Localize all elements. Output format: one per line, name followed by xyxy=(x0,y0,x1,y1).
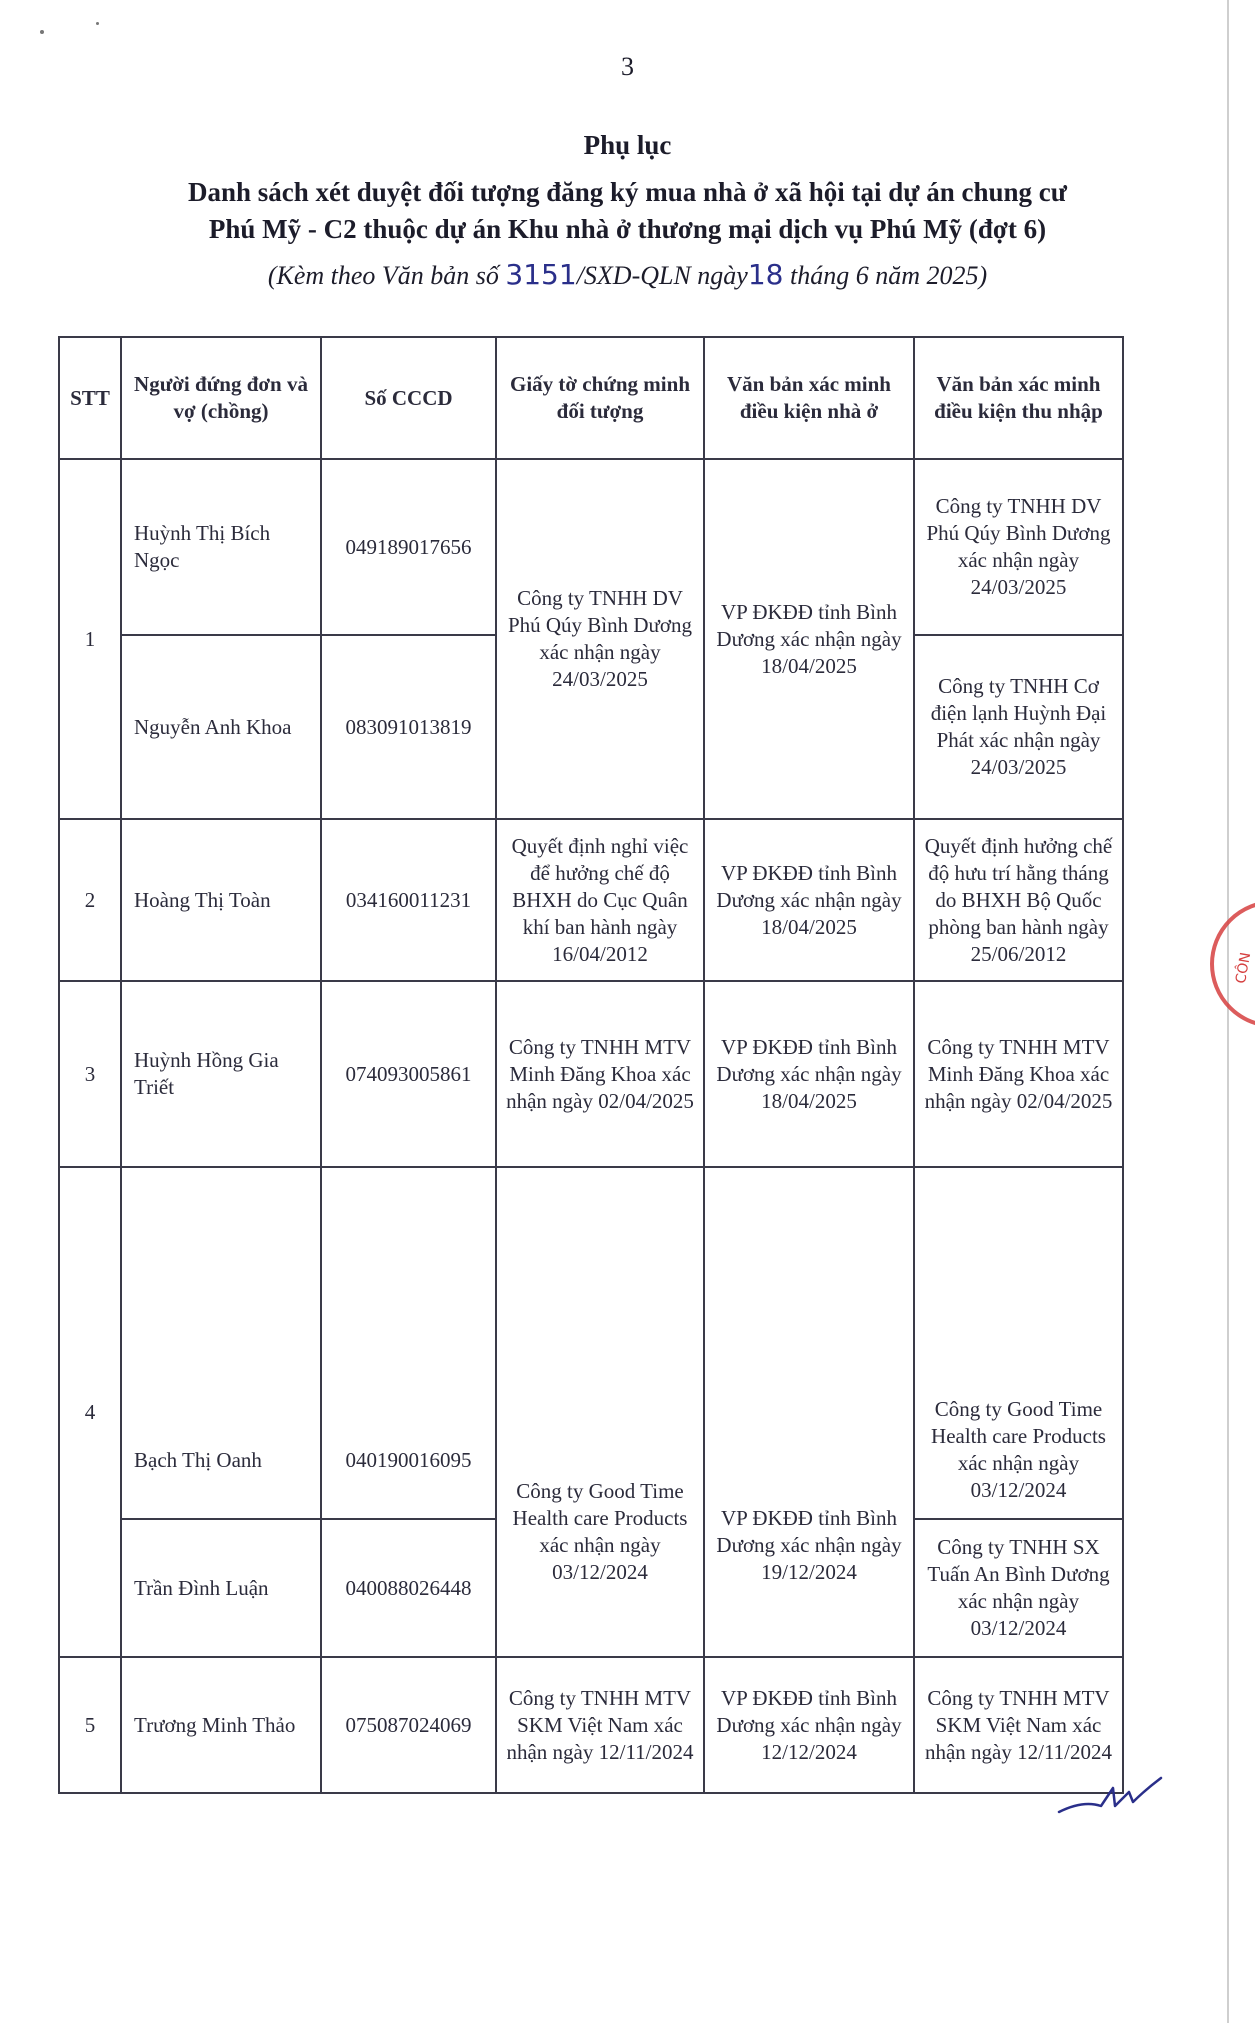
cell-income: Công ty TNHH SX Tuấn An Bình Dương xác nhận ngày 03/12/2024 xyxy=(914,1519,1123,1657)
cell-housing: VP ĐKĐĐ tỉnh Bình Dương xác nhận ngày 19/12/2024 xyxy=(704,1167,914,1657)
subtitle-suffix: tháng 6 năm 2025) xyxy=(783,261,988,290)
cell-income: Công ty TNHH MTV Minh Đăng Khoa xác nhận ngày 02/04/2025 xyxy=(914,981,1123,1167)
handwritten-day: 18 xyxy=(747,258,784,291)
cell-id: 049189017656 xyxy=(321,459,496,635)
cell-stt: 2 xyxy=(59,819,121,981)
header-income: Văn bản xác minh điều kiện thu nhập xyxy=(914,337,1123,459)
initials-signature xyxy=(1055,1772,1165,1822)
page-number: 3 xyxy=(621,52,634,81)
cell-name: Huỳnh Hồng Gia Triết xyxy=(121,981,321,1167)
cell-stt: 4 xyxy=(59,1167,121,1657)
header-proof: Giấy tờ chứng minh đối tượng xyxy=(496,337,704,459)
cell-id: 040088026448 xyxy=(321,1519,496,1657)
cell-stt: 3 xyxy=(59,981,121,1167)
cell-income: Công ty TNHH MTV SKM Việt Nam xác nhận ngày 12/11/2024 xyxy=(914,1657,1123,1793)
cell-id: 075087024069 xyxy=(321,1657,496,1793)
applicant-table xyxy=(58,336,1124,1794)
table-row xyxy=(59,1167,1123,1519)
title-line-1: Danh sách xét duyệt đối tượng đăng ký mua nhà ở xã hội tại dự án chung cư xyxy=(188,177,1067,207)
cell-name: Bạch Thị Oanh xyxy=(121,1167,321,1519)
cell-income: Công ty TNHH Cơ điện lạnh Huỳnh Đại Phát xác nhận ngày 24/03/2025 xyxy=(914,635,1123,819)
header-applicant: Người đứng đơn và vợ (chồng) xyxy=(121,337,321,459)
cell-income: Công ty Good Time Health care Products xác nhận ngày 03/12/2024 xyxy=(914,1167,1123,1519)
appendix-heading: Phụ lục xyxy=(583,130,672,160)
scan-speck xyxy=(40,30,44,34)
cell-housing: VP ĐKĐĐ tỉnh Bình Dương xác nhận ngày 18/04/2025 xyxy=(704,981,914,1167)
cell-income: Quyết định hưởng chế độ hưu trí hằng tháng do BHXH Bộ Quốc phòng ban hành ngày 25/06/2012 xyxy=(914,819,1123,981)
table-row xyxy=(59,1657,1123,1793)
handwritten-doc-number: 3151 xyxy=(505,258,577,291)
table-row xyxy=(59,819,1123,981)
scan-speck xyxy=(96,22,99,25)
document-title xyxy=(120,174,1135,248)
cell-id: 074093005861 xyxy=(321,981,496,1167)
table-row xyxy=(59,981,1123,1167)
table-row xyxy=(59,459,1123,635)
cell-name: Nguyễn Anh Khoa xyxy=(121,635,321,819)
subtitle-prefix: (Kèm theo Văn bản số xyxy=(267,261,506,290)
cell-stt: 1 xyxy=(59,459,121,819)
cell-proof: Quyết định nghỉ việc để hưởng chế độ BHXH do Cục Quân khí ban hành ngày 16/04/2012 xyxy=(496,819,704,981)
document-subtitle xyxy=(0,258,1255,291)
cell-id: 034160011231 xyxy=(321,819,496,981)
cell-proof: Công ty TNHH DV Phú Qúy Bình Dương xác nhận ngày 24/03/2025 xyxy=(496,459,704,819)
cell-housing: VP ĐKĐĐ tỉnh Bình Dương xác nhận ngày 18/04/2025 xyxy=(704,819,914,981)
cell-name: Huỳnh Thị Bích Ngọc xyxy=(121,459,321,635)
scan-edge-line xyxy=(1227,0,1229,2023)
cell-proof: Công ty TNHH MTV SKM Việt Nam xác nhận ngày 12/11/2024 xyxy=(496,1657,704,1793)
seal-text: CÔN xyxy=(1233,951,1255,985)
cell-housing: VP ĐKĐĐ tỉnh Bình Dương xác nhận ngày 18/04/2025 xyxy=(704,459,914,819)
cell-proof: Công ty Good Time Health care Products xác nhận ngày 03/12/2024 xyxy=(496,1167,704,1657)
cell-id: 040190016095 xyxy=(321,1167,496,1519)
cell-name: Trương Minh Thảo xyxy=(121,1657,321,1793)
header-id: Số CCCD xyxy=(321,337,496,459)
cell-id: 083091013819 xyxy=(321,635,496,819)
cell-name: Trần Đình Luận xyxy=(121,1519,321,1657)
cell-proof: Công ty TNHH MTV Minh Đăng Khoa xác nhận ngày 02/04/2025 xyxy=(496,981,704,1167)
subtitle-middle: /SXD-QLN ngày xyxy=(576,261,748,290)
header-stt: STT xyxy=(59,337,121,459)
cell-housing: VP ĐKĐĐ tỉnh Bình Dương xác nhận ngày 12/12/2024 xyxy=(704,1657,914,1793)
cell-stt: 5 xyxy=(59,1657,121,1793)
header-housing: Văn bản xác minh điều kiện nhà ở xyxy=(704,337,914,459)
title-line-2: Phú Mỹ - C2 thuộc dự án Khu nhà ở thương mại dịch vụ Phú Mỹ (đợt 6) xyxy=(208,214,1047,244)
cell-name: Hoàng Thị Toàn xyxy=(121,819,321,981)
table-header-row xyxy=(59,337,1123,459)
cell-income: Công ty TNHH DV Phú Qúy Bình Dương xác nhận ngày 24/03/2025 xyxy=(914,459,1123,635)
